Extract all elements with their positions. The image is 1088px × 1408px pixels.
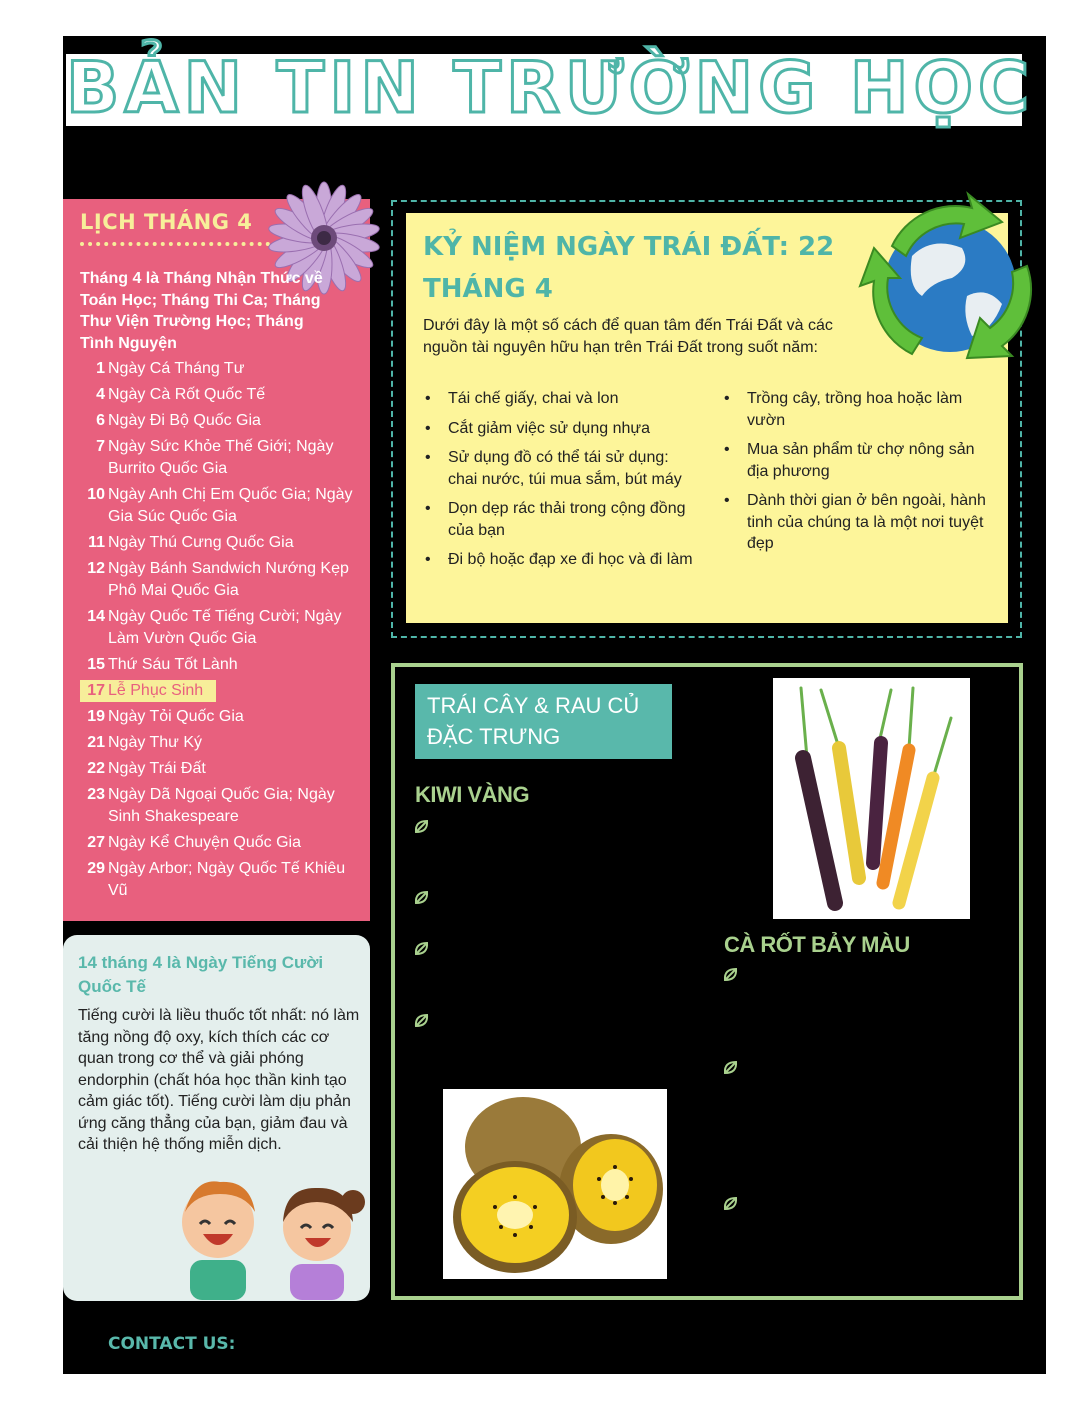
leaf-bullet-icon <box>414 1013 429 1028</box>
leaf-bullet-icon <box>723 1196 738 1211</box>
event-day: 17 <box>87 682 105 699</box>
leaf-bullet-icon <box>414 819 429 834</box>
event-label: Ngày Cá Tháng Tư <box>108 360 245 377</box>
event-label: Ngày Trái Đất <box>108 760 206 777</box>
event-day: 11 <box>88 534 105 551</box>
event-day: 1 <box>96 360 105 377</box>
calendar-event <box>80 858 365 902</box>
laughing-kids-illustration <box>175 1172 370 1300</box>
event-day: 4 <box>96 386 105 403</box>
event-label: Ngày Bánh Sandwich Nướng Kẹp Phô Mai Quốc Gia <box>108 560 349 599</box>
event-day: 6 <box>96 412 105 429</box>
event-label: Ngày Thư Ký <box>108 734 203 751</box>
kiwi-title: KIWI VÀNG <box>415 782 530 807</box>
earth-day-tip: • Dọn dẹp rác thải trong cộng đồng của bạn <box>423 498 698 541</box>
event-label: Thứ Sáu Tốt Lành <box>108 656 238 673</box>
calendar-title: LỊCH THÁNG 4 <box>80 210 253 234</box>
calendar-event <box>80 732 365 754</box>
calendar-event <box>80 654 365 676</box>
event-label: Ngày Tỏi Quốc Gia <box>108 708 244 725</box>
calendar-event <box>80 358 365 380</box>
leaf-bullet-icon <box>414 941 429 956</box>
event-label: Ngày Cà Rốt Quốc Tế <box>108 386 266 403</box>
event-day: 14 <box>87 608 105 625</box>
event-day: 23 <box>87 786 105 803</box>
event-label: Ngày Quốc Tế Tiếng Cười; Ngày Làm Vườn Quốc Gia <box>108 608 342 647</box>
laughter-day-body: Tiếng cười là liều thuốc tốt nhất: nó làm tăng nồng độ oxy, kích thích các cơ quan trong cơ thể và giải phóng endorphin (chất hóa học thần kinh tạo cảm giác tốt). Tiếng cười làm dịu phản ứng căng thẳng của bạn, giảm đau và cải thiện hệ thống miễn dịch. <box>78 1007 360 1153</box>
earth-day-tip: • Dành thời gian ở bên ngoài, hành tinh của chúng ta là một nơi tuyệt đẹp <box>722 490 997 555</box>
calendar-event <box>80 606 365 650</box>
recycle-globe-icon <box>852 186 1048 382</box>
calendar-event <box>80 832 365 854</box>
earth-day-list-right <box>722 388 997 563</box>
calendar-event <box>80 558 365 602</box>
event-day: 10 <box>87 486 105 503</box>
event-day: 22 <box>87 760 105 777</box>
dotted-divider <box>80 242 270 246</box>
laughter-day-title: 14 tháng 4 là Ngày Tiếng Cười Quốc Tế <box>78 953 324 996</box>
calendar-event <box>80 384 365 406</box>
event-day: 12 <box>87 560 105 577</box>
event-day: 29 <box>87 860 105 877</box>
calendar-event <box>80 532 365 554</box>
calendar-event <box>80 784 365 828</box>
calendar-event-list <box>80 358 365 906</box>
earth-day-tip: • Tái chế giấy, chai và lon <box>423 388 698 410</box>
produce-tag-label: TRÁI CÂY & RAU CỦ ĐẶC TRƯNG <box>427 693 640 749</box>
event-label: Ngày Sức Khỏe Thế Giới; Ngày Burrito Quốc Gia <box>108 438 334 477</box>
earth-day-title: KỶ NIỆM NGÀY TRÁI ĐẤT: 22 THÁNG 4 <box>423 232 835 304</box>
rainbow-carrots-image <box>773 678 970 919</box>
event-label: Ngày Kể Chuyện Quốc Gia <box>108 834 301 851</box>
page-title: BẢN TIN TRƯỜNG HỌC <box>66 47 1035 129</box>
earth-day-intro: Dưới đây là một số cách để quan tâm đến Trái Đất và các nguồn tài nguyên hữu hạn trên Trái Đất trong suốt năm: <box>423 317 833 356</box>
event-label: Ngày Thú Cưng Quốc Gia <box>108 534 294 551</box>
golden-kiwi-image <box>443 1089 667 1279</box>
leaf-bullet-icon <box>414 890 429 905</box>
calendar-event <box>80 410 365 432</box>
event-day: 15 <box>87 656 105 673</box>
event-label: Ngày Đi Bộ Quốc Gia <box>108 412 261 429</box>
earth-day-list-left <box>423 388 698 579</box>
contact-us-label: CONTACT US: <box>108 1334 236 1354</box>
earth-day-tip: • Đi bộ hoặc đạp xe đi học và đi làm <box>423 549 698 571</box>
earth-day-tip: • Trồng cây, trồng hoa hoặc làm vườn <box>722 388 997 431</box>
event-label: Ngày Arbor; Ngày Quốc Tế Khiêu Vũ <box>108 860 346 899</box>
earth-day-tip: • Sử dụng đồ có thể tái sử dụng: chai nước, túi mua sắm, bút máy <box>423 447 698 490</box>
event-label: Ngày Anh Chị Em Quốc Gia; Ngày Gia Súc Quốc Gia <box>108 486 353 525</box>
calendar-event <box>80 436 365 480</box>
earth-day-tip: • Cắt giảm việc sử dụng nhựa <box>423 418 698 440</box>
event-day: 7 <box>96 438 105 455</box>
event-day: 21 <box>87 734 105 751</box>
event-day: 19 <box>87 708 105 725</box>
calendar-event <box>80 758 365 780</box>
leaf-bullet-icon <box>723 967 738 982</box>
carrot-title: CÀ RỐT BẢY MÀU <box>724 932 910 957</box>
event-label: Lễ Phục Sinh <box>108 682 204 699</box>
calendar-intro: Tháng 4 là Tháng Nhận Thức về Toán Học; Tháng Thi Ca; Tháng Thư Viện Trường Học; Tháng Tình Nguyện <box>80 270 323 352</box>
calendar-event <box>80 706 365 728</box>
event-day: 27 <box>87 834 105 851</box>
calendar-event <box>80 680 216 702</box>
event-label: Ngày Dã Ngoại Quốc Gia; Ngày Sinh Shakespeare <box>108 786 335 825</box>
leaf-bullet-icon <box>723 1060 738 1075</box>
calendar-event <box>80 484 365 528</box>
earth-day-tip: • Mua sản phẩm từ chợ nông sản địa phương <box>722 439 997 482</box>
